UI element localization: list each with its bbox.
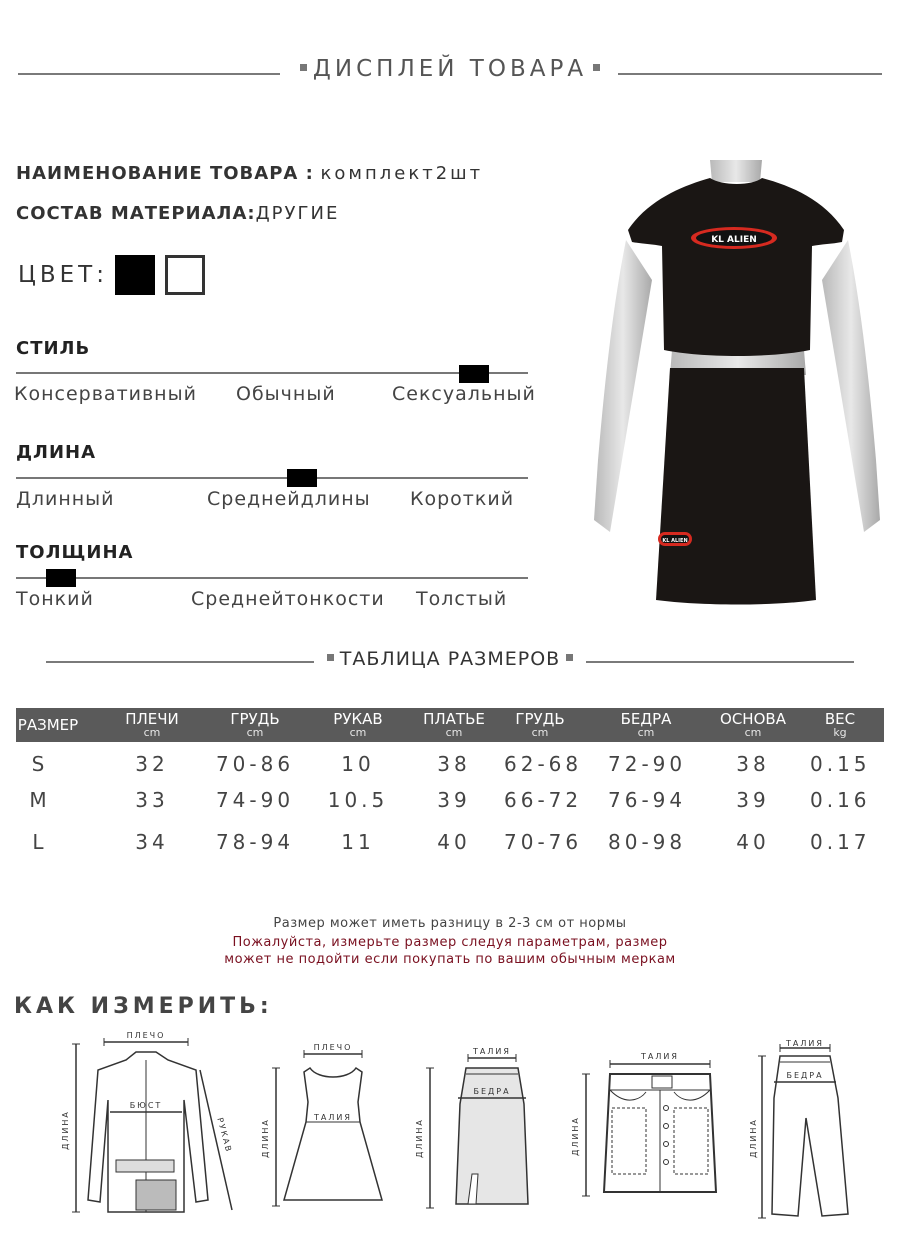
column-name: РАЗМЕР [17,716,79,734]
length-label: ДЛИНА [261,1118,270,1158]
size-table-cell: 38 [736,752,770,776]
size-table-cell: 76-94 [608,788,687,812]
thickness-option: Тонкий [16,588,94,610]
size-table-column-header [714,708,792,738]
size-table-column-header [810,708,870,738]
length-option: Короткий [410,488,515,510]
hips-label: БЕДРА [786,1071,824,1080]
size-table-cell: 38 [437,752,471,776]
shoulder-label: ПЛЕЧО [126,1031,166,1040]
column-unit: cm [531,726,549,739]
size-table-column-header [416,708,492,738]
bullet-icon [566,654,573,661]
column-name: ГРУДЬ [230,710,280,728]
size-table-cell: 0.16 [810,788,871,812]
size-table-title [0,648,900,670]
thickness-title: ТОЛЩИНА [16,542,134,563]
size-table-cell: 0.17 [810,830,871,854]
thickness-option: Толстый [416,588,508,610]
size-table-cell: S [31,752,45,776]
sleeve-label: РУКАВ [215,1116,234,1155]
product-photo [592,160,882,608]
size-table-cell: 10.5 [327,788,389,812]
size-table-column-header [16,708,80,733]
column-unit: cm [246,726,264,739]
size-table-cell: 11 [341,830,375,854]
column-unit: cm [445,726,463,739]
jacket-measure-diagram [56,1030,246,1226]
color-label: ЦВЕТ: [18,262,108,288]
size-table-cell: 39 [736,788,770,812]
style-title: СТИЛЬ [16,338,91,359]
column-unit: cm [349,726,367,739]
skirt-logo-text: KL ALIEN [662,538,688,544]
length-title: ДЛИНА [16,442,97,463]
note-line-1: Размер может иметь разницу в 2-3 см от нормы [273,916,627,931]
size-table-column-header [212,708,298,738]
column-unit: cm [143,726,161,739]
size-table-cell: 32 [135,752,169,776]
page-title-text: ДИСПЛЕЙ ТОВАРА [312,56,588,82]
skirt-measure-diagram [412,1044,542,1220]
bullet-icon [593,64,600,71]
trousers-measure-diagram [749,1038,872,1224]
style-option: Обычный [236,383,336,405]
size-table-cell: 0.15 [810,752,871,776]
column-unit: cm [744,726,762,739]
size-table-cell: 40 [437,830,471,854]
bullet-icon [300,64,307,71]
size-table-cell: 72-90 [608,752,687,776]
bust-label: БЮСТ [129,1101,163,1110]
length-scale [16,477,528,479]
note-line-3: может не подойти если покупать по вашим обычным меркам [224,952,676,967]
size-table-title-text: ТАБЛИЦА РАЗМЕРОВ [339,648,561,670]
note-line-2: Пожалуйста, измерьте размер следуя параметрам, размер [232,935,668,950]
waist-label: ТАЛИЯ [314,1113,352,1122]
product-name-label: НАИМЕНОВАНИЕ ТОВАРА : [16,163,314,184]
length-label: ДЛИНА [749,1118,758,1158]
length-option: Среднейдлины [207,488,371,510]
size-table-cell: M [29,788,47,812]
bullet-icon [327,654,334,661]
size-table-cell: 40 [736,830,770,854]
size-table-cell: L [32,830,44,854]
size-table-cell: 66-72 [504,788,583,812]
length-option: Длинный [16,488,115,510]
length-label: ДЛИНА [61,1110,70,1150]
size-table-cell: 34 [135,830,169,854]
style-option: Консервативный [14,383,197,405]
column-name: БЕДРА [620,710,672,728]
thickness-marker [46,569,76,587]
dress-measure-diagram [258,1040,388,1216]
column-name: ГРУДЬ [515,710,565,728]
thickness-scale [16,577,528,579]
product-name-value: комплект2шт [320,163,484,184]
size-table-cell: 10 [341,752,375,776]
material-label: СОСТАВ МАТЕРИАЛА: [16,203,256,224]
style-option: Сексуальный [392,383,536,405]
style-scale [16,372,528,374]
column-unit: cm [637,726,655,739]
shorts-measure-diagram [570,1046,750,1206]
size-table-column-header [120,708,184,738]
column-unit: kg [833,726,847,739]
length-label: ДЛИНА [415,1118,424,1158]
product-name-row [16,163,483,184]
size-table-cell: 70-76 [504,830,583,854]
column-name: ПЛЕЧИ [125,710,179,728]
size-table-cell: 62-68 [504,752,583,776]
waist-label: ТАЛИЯ [786,1039,824,1048]
top-logo-text: KL ALIEN [711,235,757,245]
size-table-cell: 33 [135,788,169,812]
waist-label: ТАЛИЯ [473,1047,511,1056]
column-name: РУКАВ [333,710,383,728]
color-swatch-white[interactable] [165,255,205,295]
hips-label: БЕДРА [473,1087,511,1096]
material-value: ДРУГИЕ [255,203,340,224]
column-name: ВЕС [824,710,856,728]
column-name: ОСНОВА [720,710,786,728]
size-table-cell: 78-94 [215,830,295,854]
length-marker [287,469,317,487]
size-table-column-header [608,708,684,738]
thickness-option: Среднейтонкости [191,588,385,610]
column-name: ПЛАТЬЕ [423,710,485,728]
size-table-cell: 80-98 [608,830,687,854]
waist-label: ТАЛИЯ [641,1052,679,1061]
style-marker [459,365,489,383]
size-table-cell: 70-86 [215,752,295,776]
shoulder-label: ПЛЕЧО [313,1043,353,1052]
color-swatch-black[interactable] [115,255,155,295]
size-table-cell: 39 [437,788,471,812]
size-table-column-header [504,708,576,738]
how-to-measure-title: КАК ИЗМЕРИТЬ: [14,994,273,1019]
length-label: ДЛИНА [571,1116,580,1156]
size-table-column-header [322,708,394,738]
size-table-header [16,708,884,742]
size-table-cell: 74-90 [215,788,295,812]
page-title [0,56,900,82]
material-row [16,203,339,224]
